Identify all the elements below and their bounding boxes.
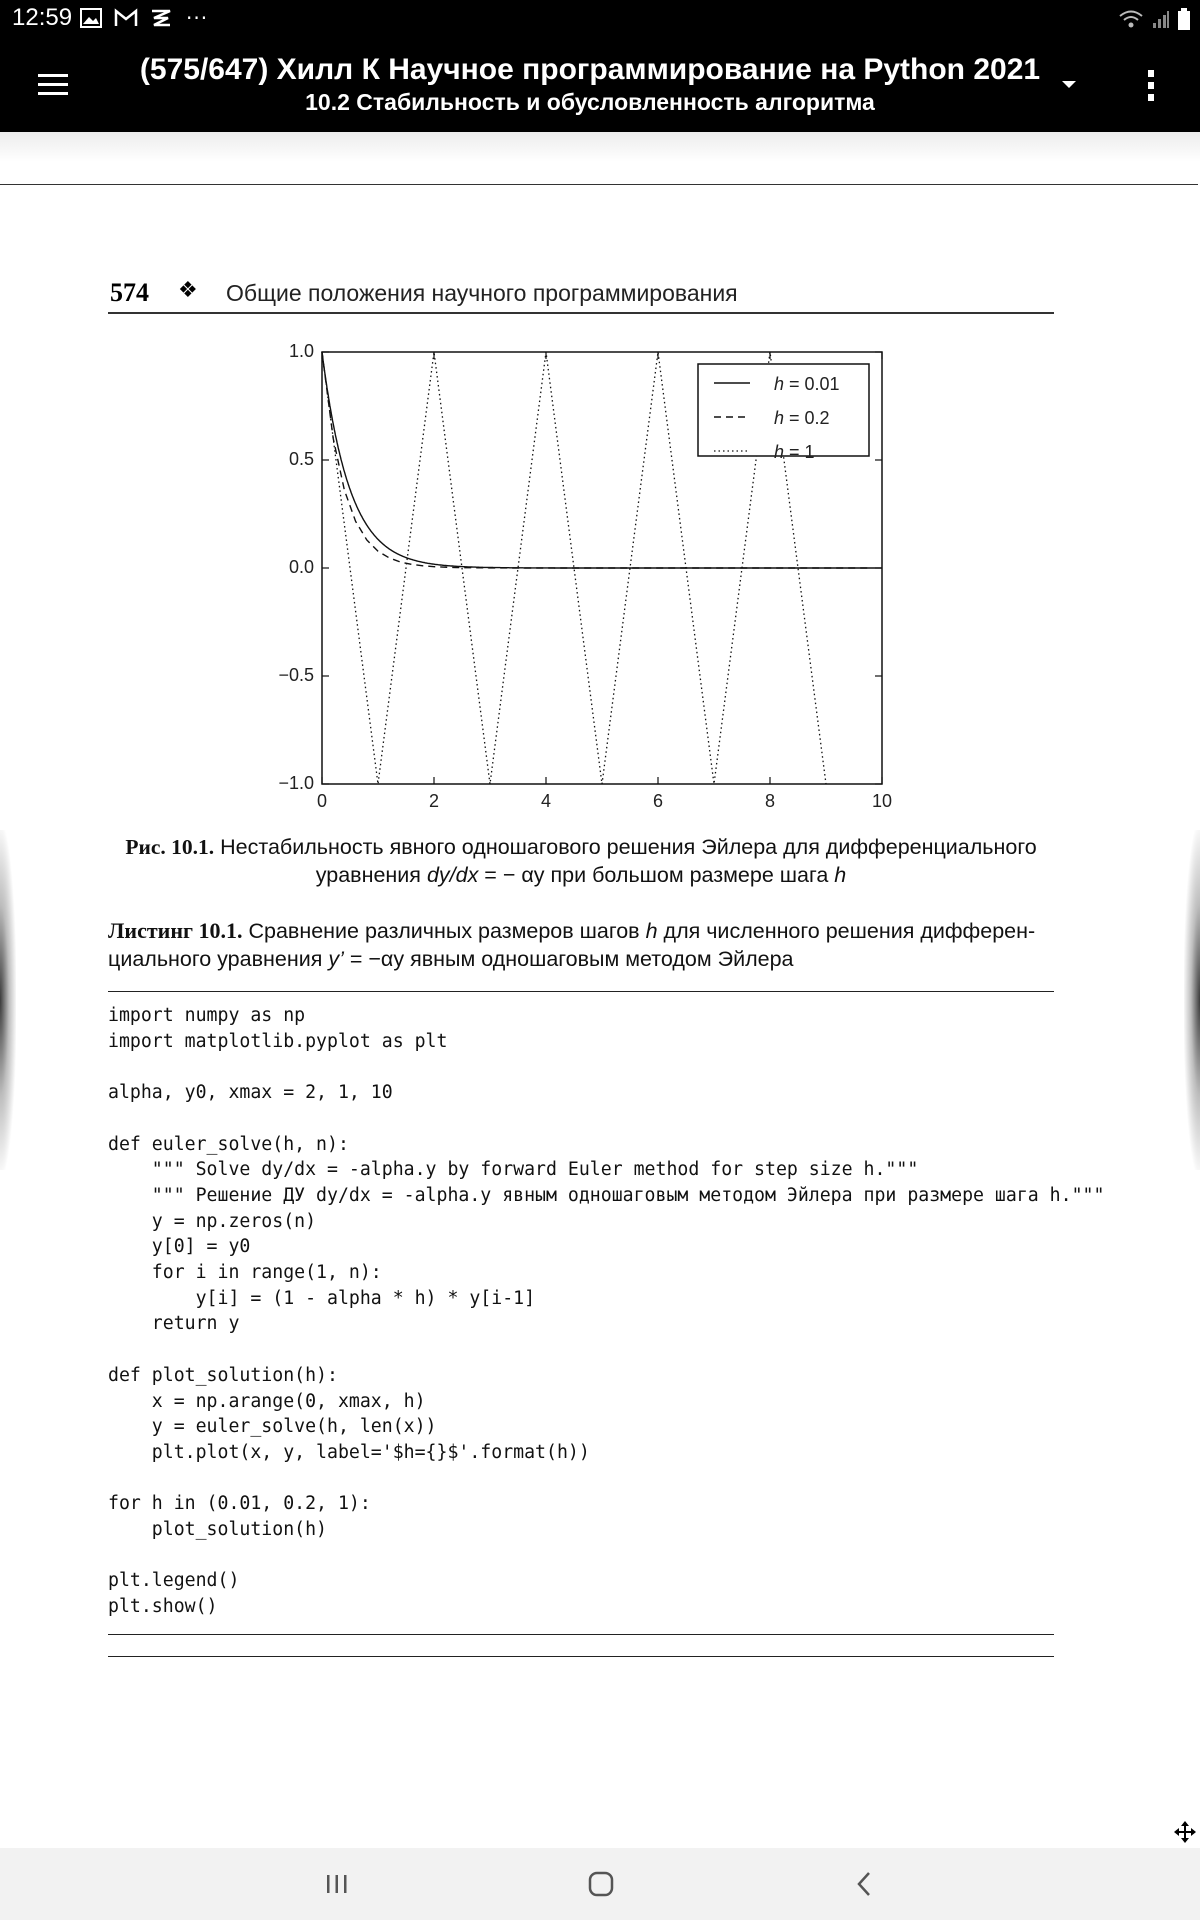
listing-title (108, 917, 1058, 973)
mail-icon (114, 8, 138, 28)
listing-bottom-rule (108, 1634, 1054, 1635)
listing-text: = −αy явным одношаговым методом Эйлера (343, 947, 794, 971)
back-icon[interactable] (843, 1866, 887, 1902)
caption-math: h (834, 863, 847, 887)
wifi-icon (1118, 9, 1144, 29)
toolbar-shadow (0, 132, 1200, 182)
y-tick-label: 1.0 (288, 341, 314, 361)
x-tick-label: 0 (316, 791, 328, 811)
listing-text: Сравнение различных размеров шагов (242, 919, 646, 943)
x-tick-label: 6 (652, 791, 664, 811)
x-tick-label: 8 (764, 791, 776, 811)
y-tick-label: 0.0 (288, 557, 314, 577)
caption-text: Нестабильность явного одношагового решения Эйлера для дифференциального уравнения (214, 835, 1037, 887)
gallery-icon (80, 8, 102, 28)
page-header (108, 276, 1054, 314)
y-tick-label: −1.0 (278, 773, 314, 793)
recent-apps-icon[interactable] (315, 1866, 359, 1902)
more-options-icon[interactable] (1140, 66, 1162, 106)
x-tick-labels (317, 791, 892, 811)
legend-label: h = 0.01 (774, 374, 840, 394)
system-icons (1118, 8, 1190, 30)
status-time: 12:59 (12, 4, 73, 31)
title-block (110, 52, 1070, 116)
page-curl-left (0, 830, 16, 1170)
page-number: 574 (110, 278, 149, 307)
listing-top-rule (108, 991, 1054, 992)
app-bar (0, 38, 1200, 132)
signal-icon (1152, 9, 1170, 29)
x-tick-label: 10 (871, 791, 893, 811)
euler-chart (260, 335, 900, 815)
page-top-edge (0, 184, 1198, 185)
y-tick-label: −0.5 (278, 665, 314, 685)
menu-icon[interactable] (34, 68, 72, 102)
y-tick-labels (278, 341, 314, 793)
page-curl-right (1184, 830, 1200, 1170)
chapter-subtitle: 10.2 Стабильность и обусловленность алгоритма (305, 89, 875, 115)
x-tick-label: 4 (540, 791, 552, 811)
caption-text: = − αy при большом размере шага (478, 863, 835, 887)
document-title: (575/647) Хилл К Научное программирование на Python 2021 (139, 53, 1041, 86)
navigation-bar (0, 1848, 1200, 1920)
legend-label: h = 1 (774, 442, 815, 462)
listing-label: Листинг 10.1. (108, 918, 243, 943)
x-tick-label: 2 (428, 791, 440, 811)
caption-math: dy/dx (426, 863, 479, 887)
figure-caption (100, 833, 1062, 889)
legend-label: h = 0.2 (774, 408, 830, 428)
app-notification-icon (150, 8, 172, 28)
y-tick-label: 0.5 (288, 449, 314, 469)
status-bar (0, 0, 1200, 38)
listing-math: y’ (328, 947, 344, 971)
page-end-rule (108, 1656, 1054, 1657)
move-arrows-icon[interactable] (1173, 1820, 1197, 1844)
ornament-icon: ❖ (178, 278, 198, 303)
dropdown-arrow-icon[interactable] (1057, 74, 1081, 94)
chart-legend (698, 364, 869, 462)
notification-icons (80, 6, 208, 30)
battery-icon (1178, 8, 1190, 30)
code-listing: import numpy as np import matplotlib.pyplot as plt alpha, y0, xmax = 2, 1, 10 def euler_solve(h, n): """ Solve dy/dx = -alpha.y by forward Euler method for step size h.""" """ Решение ДУ dy/dx = -alpha.y явным одношаговым методом Эйлера при размере шага h.""" y = np.zeros(n) y[0] = y0 for i in range(1, n): y[i] = (1 - alpha * h) * y[i-1] return y def plot_solution(h): x = np.arange(0, xmax, h) y = euler_solve(h, len(x)) plt.plot(x, y, label='$h={}$'.format(h)) for h in (0.01, 0.2, 1): plot_solution(h) plt.legend() plt.show() (108, 1005, 1105, 1618)
figure-label: Рис. 10.1. (125, 835, 215, 859)
home-icon[interactable] (579, 1866, 623, 1902)
running-head: Общие положения научного программирования (226, 280, 738, 306)
listing-math: h (645, 919, 658, 943)
listing-text: для численного решения дифферен-циального уравнения (108, 919, 1036, 971)
more-notifications-icon: ··· (186, 6, 209, 30)
